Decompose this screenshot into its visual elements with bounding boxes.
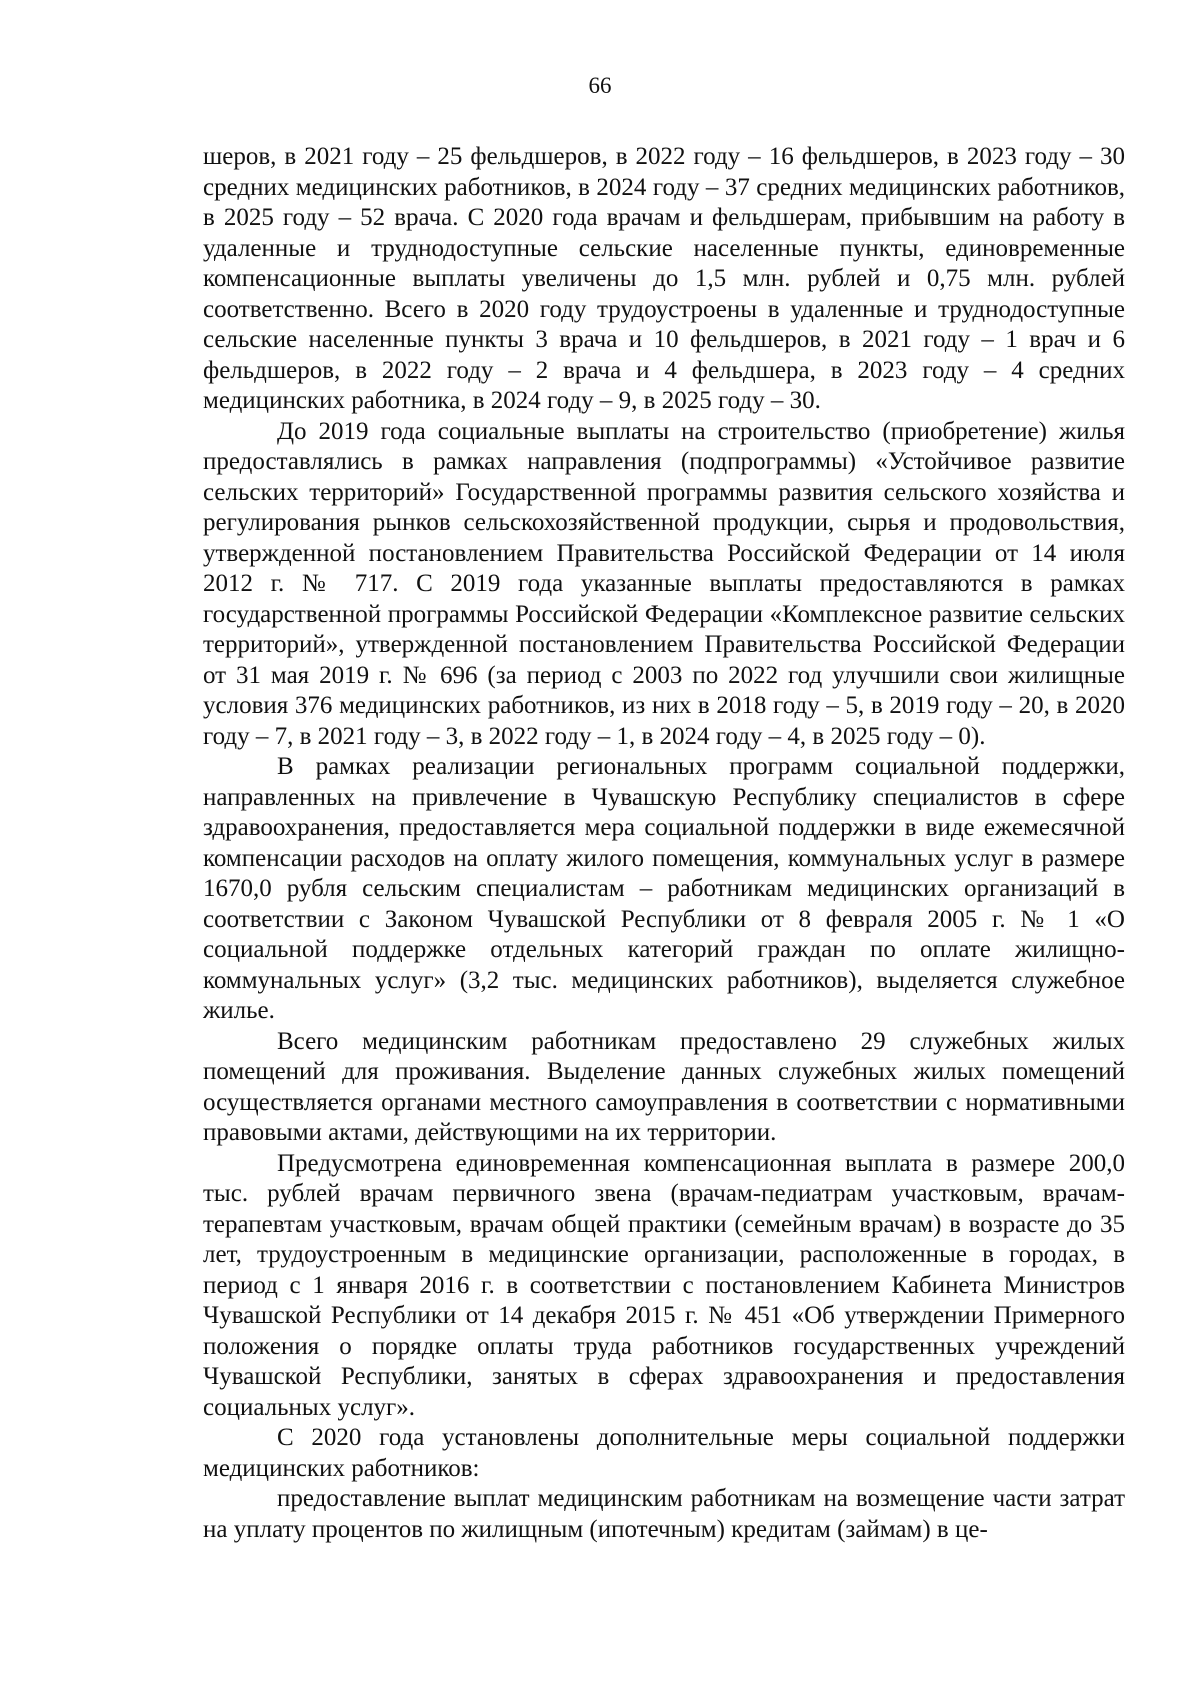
page-number: 66	[588, 73, 612, 98]
paragraph-7: предоставление выплат медицинским работникам на возмещение части затрат на уплату процентов по жилищным (ипотечным) кредитам (займам) в це-	[203, 1485, 1125, 1543]
document-body	[203, 142, 1125, 1545]
paragraph-2: До 2019 года социальные выплаты на строительство (приобретение) жилья предоставлялись в рамках направления (подпрограммы) «Устойчивое развитие сельских территорий» Государственной программы развития сельского хозяйства и регулирования рынков сельскохозяйственной продукции, сырья и продовольствия, утвержденной постановлением Правительства Российской Федерации от 14 июля 2012 г. № 717. С 2019 года указанные выплаты предоставляются в рамках государственной программы Российской Федерации «Комплексное развитие сельских территорий», утвержденной постановлением Правительства Российской Федерации от 31 мая 2019 г. № 696 (за период с 2003 по 2022 год улучшили свои жилищные условия 376 медицинских работников, из них в 2018 году – 5, в 2019 году – 20, в 2020 году – 7, в 2021 году – 3, в 2022 году – 1, в 2024 году – 4, в 2025 году – 0).	[203, 417, 1125, 750]
paragraph-6: С 2020 года установлены дополнительные меры социальной поддержки медицинских работников:	[203, 1424, 1125, 1482]
paragraph-3: В рамках реализации региональных программ социальной поддержки, направленных на привлечение в Чувашскую Республику специалистов в сфере здравоохранения, предоставляется мера социальной поддержки в виде ежемесячной компенсации расходов на оплату жилого помещения, коммунальных услуг в размере 1670,0 рубля сельским специалистам – работникам медицинских организаций в соответствии с Законом Чувашской Республики от 8 февраля 2005 г. № 1 «О социальной поддержке отдельных категорий граждан по оплате жилищно-коммунальных услуг» (3,2 тыс. медицинских работников), выделяется служебное жилье.	[203, 753, 1125, 1024]
paragraph-4: Всего медицинским работникам предоставлено 29 служебных жилых помещений для проживания. Выделение данных служебных жилых помещений осуществляется органами местного самоуправления в соответствии с нормативными правовыми актами, действующими на их территории.	[203, 1027, 1125, 1146]
paragraph-1: шеров, в 2021 году – 25 фельдшеров, в 2022 году – 16 фельдшеров, в 2023 году – 30 средних медицинских работников, в 2024 году – 37 средних медицинских работников, в 2025 году – 52 врача. С 2020 года врачам и фельдшерам, прибывшим на работу в удаленные и труднодоступные сельские населенные пункты, единовременные компенсационные выплаты увеличены до 1,5 млн. рублей и 0,75 млн. рублей соответственно. Всего в 2020 году трудоустроены в удаленные и труднодоступные сельские населенные пункты 3 врача и 10 фельдшеров, в 2021 году – 1 врач и 6 фельдшеров, в 2022 году – 2 врача и 4 фельдшера, в 2023 году – 4 средних медицинских работника, в 2024 году – 9, в 2025 году – 30.	[203, 143, 1125, 414]
paragraph-5: Предусмотрена единовременная компенсационная выплата в размере 200,0 тыс. рублей врачам первичного звена (врачам-педиатрам участковым, врачам-терапевтам участковым, врачам общей практики (семейным врачам) в возрасте до 35 лет, трудоустроенным в медицинские организации, расположенные в городах, в период с 1 января 2016 г. в соответствии с постановлением Кабинета Министров Чувашской Республики от 14 декабря 2015 г. № 451 «Об утверждении Примерного положения о порядке оплаты труда работников государственных учреждений Чувашской Республики, занятых в сферах здравоохранения и предоставления социальных услуг».	[203, 1149, 1125, 1421]
